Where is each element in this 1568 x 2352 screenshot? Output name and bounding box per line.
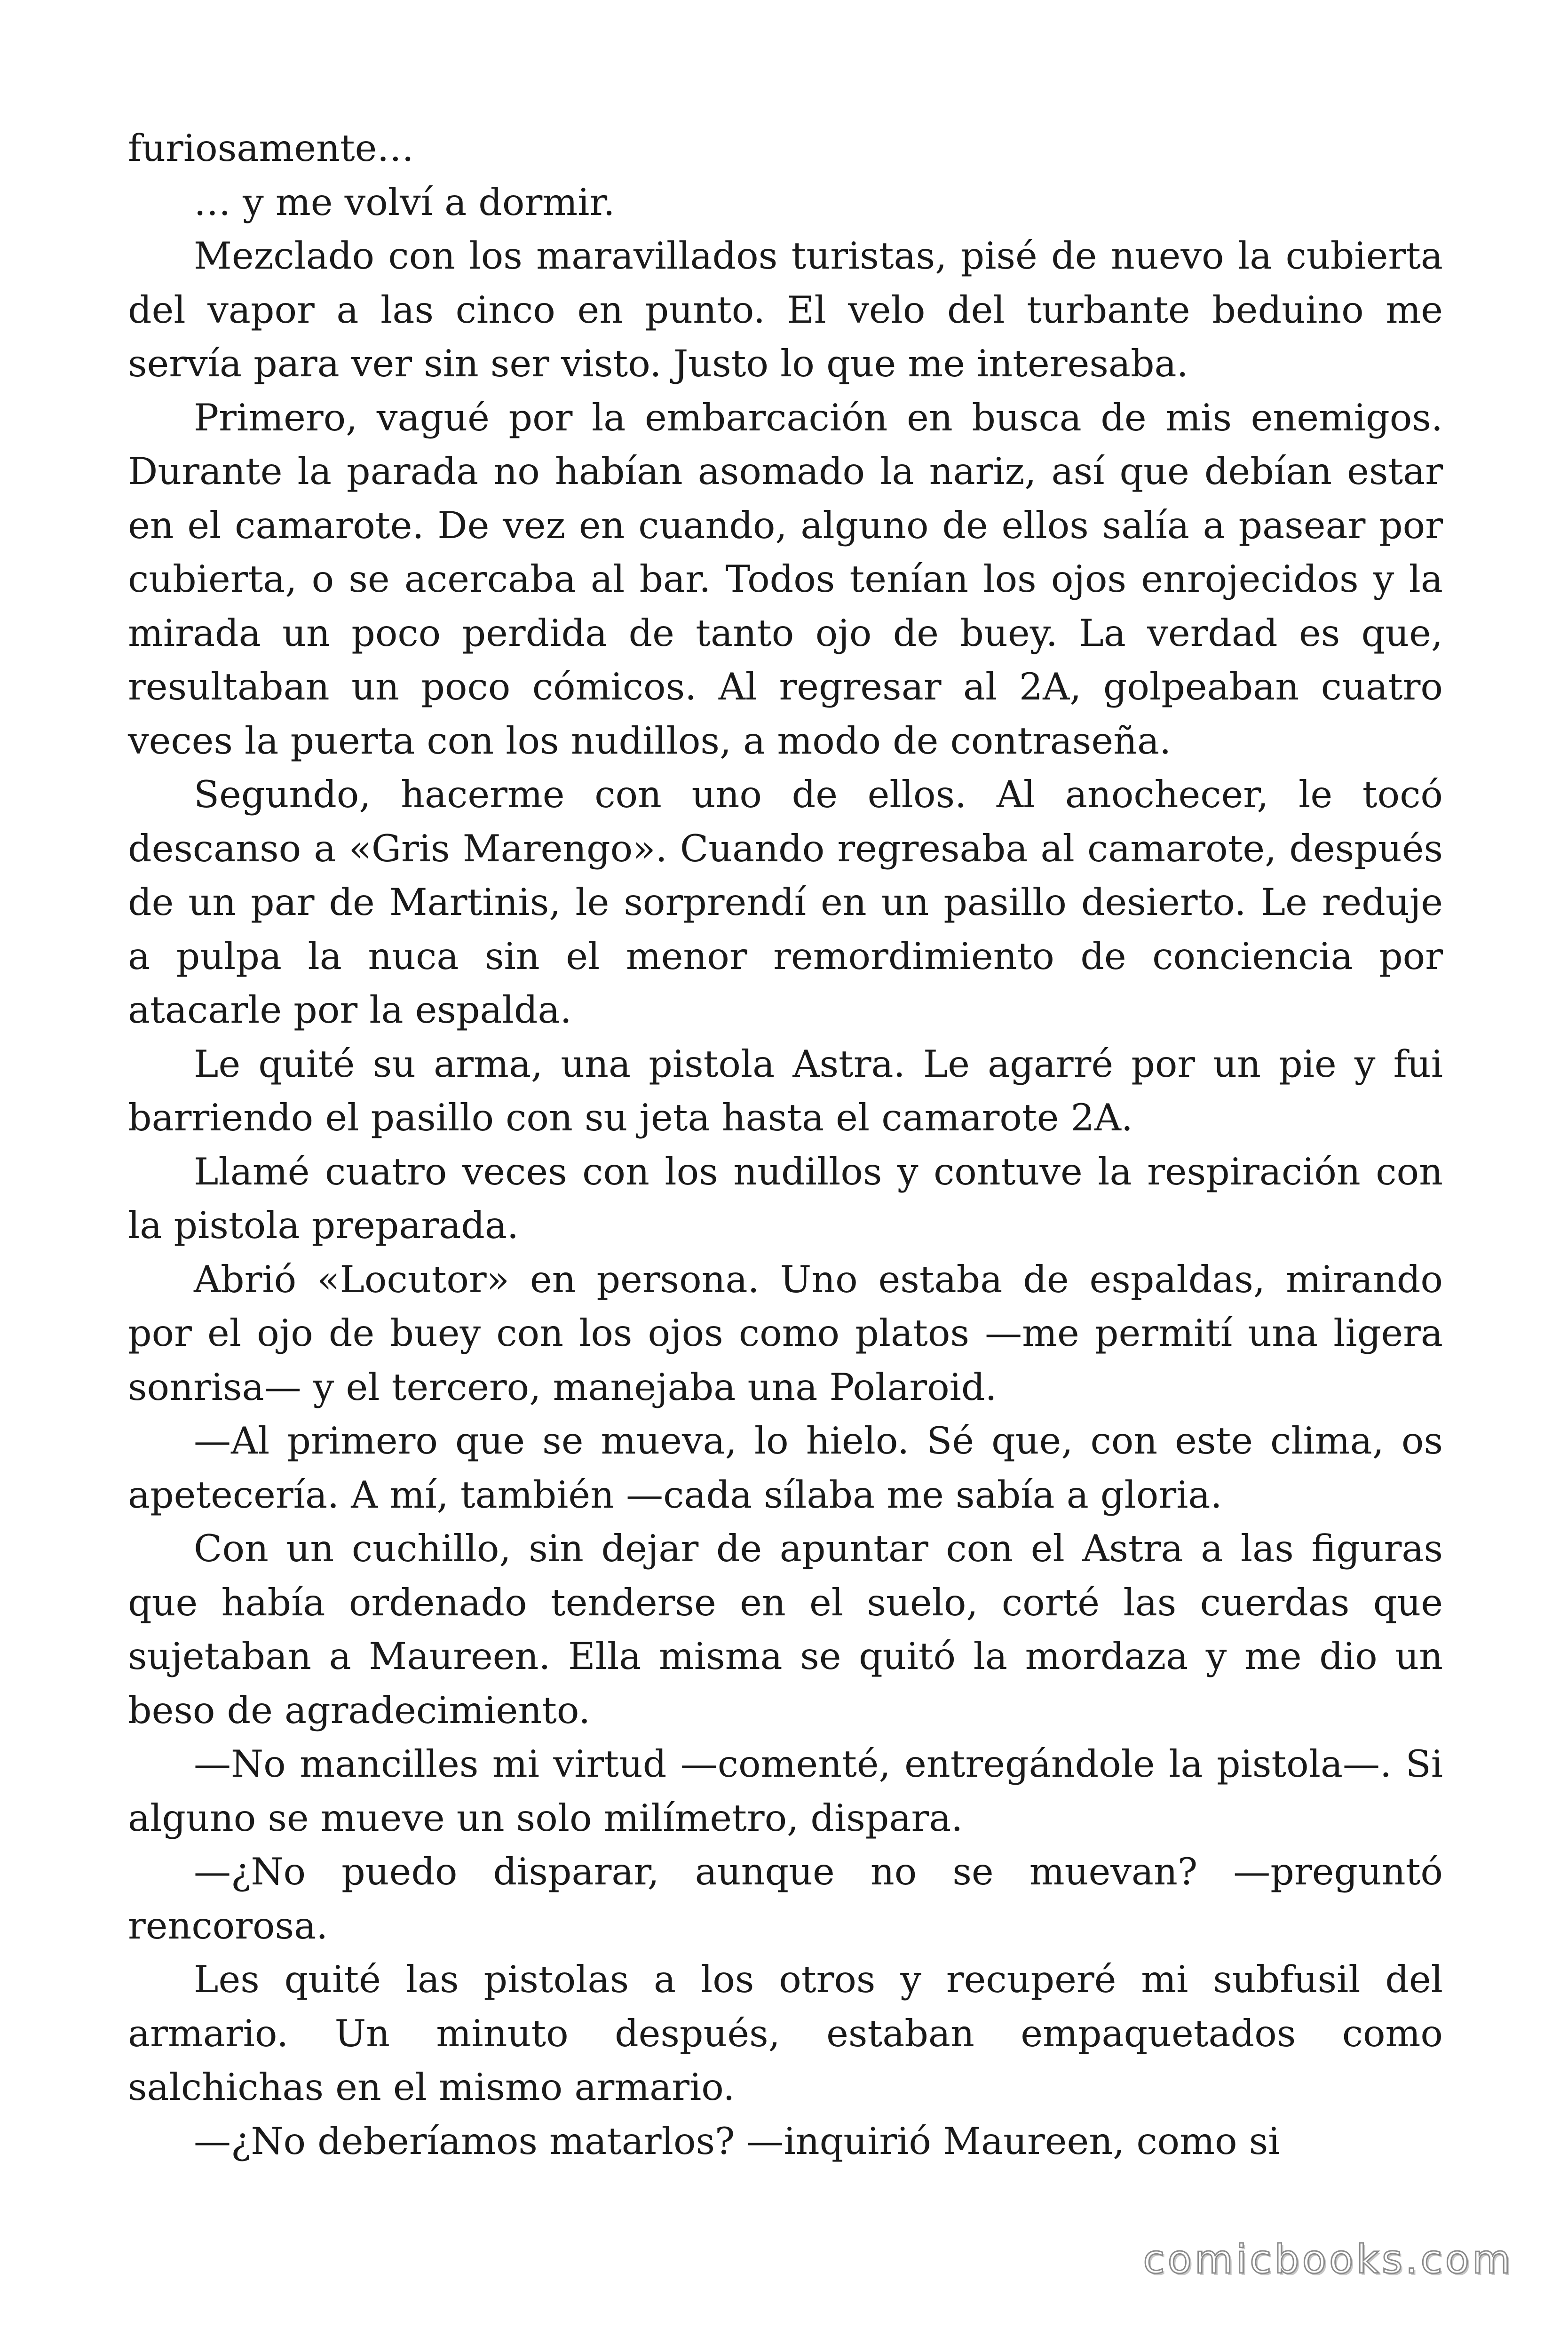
paragraph: Segundo, hacerme con uno de ellos. Al anochecer, le tocó descanso a «Gris Marengo». Cuando regresaba al camarote, después de un par de Martinis, le sorprendí en un pasillo desierto. Le reduje a pulpa la nuca sin el menor remordimiento de conciencia por atacarle por la espalda.	[128, 773, 1443, 1032]
paragraph: Le quité su arma, una pistola Astra. Le agarré por un pie y fui barriendo el pasillo con su jeta hasta el camarote 2A.	[128, 1042, 1443, 1139]
paragraph: Primero, vagué por la embarcación en busca de mis enemigos. Durante la parada no habían asomado la nariz, así que debían estar en el camarote. De vez en cuando, alguno de ellos salía a pasear por cubierta, o se acercaba al bar. Todos tenían los ojos enrojecidos y la mirada un poco perdida de tanto ojo de buey. La verdad es que, resultaban un poco cómicos. Al regresar al 2A, golpeaban cuatro veces la puerta con los nudillos, a modo de contraseña.	[128, 396, 1443, 763]
paragraph: —¿No deberíamos matarlos? —inquirió Maureen, como si	[194, 2119, 1280, 2163]
paragraph: —Al primero que se mueva, lo hielo. Sé que, con este clima, os apetecería. A mí, también —cada sílaba me sabía a gloria.	[128, 1419, 1443, 1517]
paragraph: —¿No puedo disparar, aunque no se muevan? —preguntó rencorosa.	[128, 1850, 1443, 1947]
watermark: comicbooks.com	[1143, 2236, 1513, 2282]
page-body	[128, 121, 1443, 2168]
paragraph: Con un cuchillo, sin dejar de apuntar con el Astra a las figuras que había ordenado tenderse en el suelo, corté las cuerdas que sujetaban a Maureen. Ella misma se quitó la mordaza y me dio un beso de agradecimiento.	[128, 1527, 1443, 1732]
paragraph: Mezclado con los maravillados turistas, pisé de nuevo la cubierta del vapor a las cinco en punto. El velo del turbante beduino me servía para ver sin ser visto. Justo lo que me interesaba.	[128, 234, 1443, 385]
paragraph: … y me volví a dormir.	[194, 180, 615, 224]
paragraph: Llamé cuatro veces con los nudillos y contuve la respiración con la pistola preparada.	[128, 1150, 1443, 1247]
paragraph: furiosamente…	[128, 127, 414, 170]
paragraph: —No mancilles mi virtud —comenté, entregándole la pistola—. Si alguno se mueve un solo milímetro, dispara.	[128, 1742, 1443, 1840]
paragraph: Abrió «Locutor» en persona. Uno estaba de espaldas, mirando por el ojo de buey con los ojos como platos —me permití una ligera sonrisa— y el tercero, manejaba una Polaroid.	[128, 1257, 1443, 1409]
paragraph: Les quité las pistolas a los otros y recuperé mi subfusil del armario. Un minuto después, estaban empaquetados como salchichas en el mismo armario.	[128, 1958, 1443, 2109]
